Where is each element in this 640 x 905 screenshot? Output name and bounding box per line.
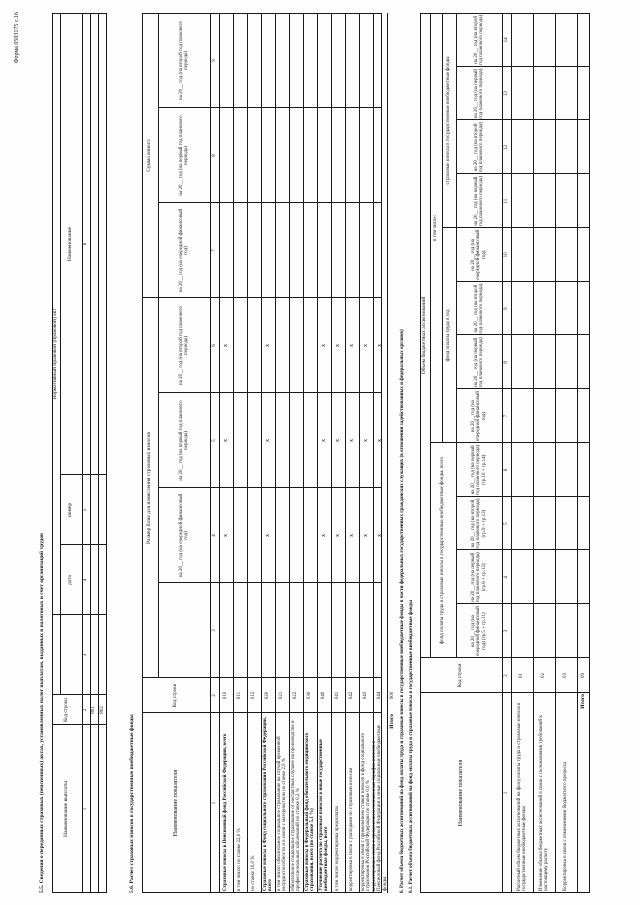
s6-col-num: 3	[503, 629, 509, 633]
s6-period-header: на 20__ год (на очередной финансовый год) (гр.5 + гр.11)	[471, 606, 487, 657]
s56-row-code: 020	[265, 691, 271, 700]
s56-cell-mark: x	[334, 344, 341, 347]
s56-row-code: 042	[349, 691, 355, 700]
s56-row-name: в том числе: по ставке 22,0 %	[237, 828, 243, 891]
s56-col-num: 7	[211, 249, 217, 252]
s56-cell-mark: x	[320, 344, 327, 347]
s6-period-header: на 20__ год (на первый год планового периода) (гр.6 + гр.12)	[471, 552, 487, 603]
s56-total-label: Итого	[388, 714, 395, 729]
s56-col-line-code: Код строки	[173, 683, 179, 708]
s56-row-code: 011	[237, 691, 243, 700]
s56-row-code: 040	[321, 691, 327, 700]
s56-period-header: на 20__ год (на второй год планового периода)	[178, 306, 189, 385]
s56-cell-mark: x	[376, 534, 383, 537]
s6-period-header: на 20__ год (на второй год планового периода) (гр.9 + гр.13)	[471, 498, 487, 549]
s56-cell-mark: x	[334, 439, 341, 442]
s56-row-name: в том числе: корректировка предоплаты	[335, 806, 341, 891]
s6-period-header: на 20__ год (на второй год планового периода)	[473, 283, 484, 334]
s56-col-num: 1	[211, 801, 217, 805]
s56-cell-mark: x	[222, 344, 229, 347]
section-5-6-title: 5.6. Расчет страховых взносов в государственные внебюджетные фонды	[129, 714, 135, 893]
s56-cell-mark: x	[362, 344, 369, 347]
s56-cell-mark: x	[376, 344, 383, 347]
s56-cell-mark: x	[222, 439, 229, 442]
s56-row-name: Страховые взносы в Фонд социального страхования Российской Федерации, всего	[262, 716, 273, 891]
s56-row-name: корректировка в связи с применением ставки взносов в фонд социального страхования Российской Федерации по ставке 0,0 %	[360, 732, 371, 891]
s56-total-code: 900	[389, 691, 395, 700]
s6-row-code: 02	[541, 673, 547, 678]
s6-period-header: на 20__ год (на первый год планового периода)	[473, 176, 484, 227]
s6-col-num: 11	[503, 198, 509, 204]
s56-col-num: 4	[211, 534, 217, 537]
s56-period-header: на 20__ год (на первый год планового периода)	[178, 400, 189, 481]
s56-row-name: Уточнение расчета по страховым взносам в иные государственные внебюджетные фонды, всего	[318, 739, 329, 891]
s56-period-header: на 20__ год (на очередной финансовый год)	[178, 208, 189, 293]
s56-row-name: Страховые взносы в Пенсионный фонд Российской Федерации, всего	[223, 733, 229, 891]
s56-cell-mark: x	[320, 534, 327, 537]
s56-row-name: Страховые взносы в Федеральный фонд обязательного медицинского страхования, всего (по ставке 5,1 %)	[304, 732, 315, 891]
s56-cell-mark: x	[264, 439, 271, 442]
s56-col-num: 2	[211, 694, 217, 697]
section-6-title: 6. Расчет объема бюджетных ассигнований на фонд оплаты труда и страховые взносы в государственные внебюджетные фонды в части федеральных государственных гражданских служащих (в отношении задействованных и федеральных органов)	[400, 329, 405, 893]
s6-total-code: 09	[580, 673, 586, 678]
rotated-form: Форма 0503175 с.16 5.5. Сведения о переданных страховых (пенсионных) актах, установленных налог выплатам, выданных в налоговых и счет организаций трудов Наименование выплаты Код строки Нормативный правовой (правовой) акт дата номер Наименование 1 2 3 4 5 6 801 802 5.6. Расчет страховых взносов в государственные внебюджетные фонды 6. Расчет объема бюджетных ассигнований на фонд оплаты труда и страховые взносы в государственные внебюджетные фонды в части федеральных государственных гражданских служащих (в отношении задействованных и федеральных органов) 6.1. Расчет объема бюджетных ассигнований на фонд оплаты труда и страховые взносы в государственные внебюджетные фонды Наименование показателя Код строки Размер базы для начисления страховых взносов Сумма взноса на 20__ год (на очередной финансовый год) на 20__ год (на первый год планового периода) на 20__ год (на второй год планового периода) на 20__ год (на очередной финансовый год) на 20__ год (на первый год планового периода) на 20__ год (на второй год планового периода) 1 2 3 4 5 6 7 8 9 Страховые взносы в Пенсионный фонд Российской Федерации, всего 010 x x x в том числе: по ставке 22,0 % 011 по ставке 10,0 % 012 Страховые взносы в Фонд социального страхования Российской Федерации, всего 020 x x x в том числе: обязательное социальное страхование на случай временной нетрудоспособности и в связи с материнством по ставке 2,9 % 021 обязательное социальное страхование от несчастных случаев на производстве и профессиональных заболеваний по ставке 0,2 % 022 Страховые взносы в Федеральный фонд обязательного медицинского страхования, всего (по ставке 5,1 %) 030 Уточнение расчета по страховым взносам в иные государственные внебюджетные фонды, всего 040 x x x в том числе: корректировка предоплаты 041 x x x корректировка в связи с расходами по страховым взносам 042 x x x корректировка в связи с применением ставки взносов в фонд социального страхования Российской Федерации по ставке 0,0 % 043 x x x корректировка в связи с применением пониженных тарифов взносов в Пенсионный фонд Российской Федерации и иные социальные внебюджетные фонды 044 x x x Итого 900 Наименование показателя Код строки Объем бюджетных ассигнований фонд оплаты труда и страховые взносы в государственные внебюджетные фонды, всего в том числе: фонд оплаты труда в год страховые взносы в государственные внебюджетные фонды на 20__ год (на очередной финансовый год) (гр.5 + гр.11) на 20__ год (на первый год планового периода) (гр.6 + гр.12) на 20__ год (на второй год планового периода) (гр.9 + гр.13) на 20__ год (на первый год планового периода) (гр.10 + гр.14) на 20__ год (на очередной финансовый год) на 20__ год (на первый год планового периода) на 20__ год (на второй год планового периода) на 20__ год (на очередной финансовый год) на 20__ год (на первый год планового периода) на 20__ год (на второй год планового периода) на 20__ год (на первый год планового периода) на 20__ год (на второй год планового периода) 1 2 3 4 5 6 7 8 9 10 11 12 13 14 Расчетный объем бюджетных ассигнований на фонд оплаты труда и страховые взносы в государственные внебюджетные фонды 01 Изменение объема бюджетных ассигнований в связи с положениями требований к настоящему расчету 02 Корректировка в связи с изменениями бюджетного процесса 03 Итого 09	[0, 0, 640, 905]
s56-cell-mark: x	[348, 534, 355, 537]
s6-period-header: на 20__ год (на очередной финансовый год)	[471, 391, 487, 442]
s6-col-num: 13	[503, 91, 509, 97]
s56-row-code: 044	[377, 691, 383, 700]
s6-col-num: 1	[503, 791, 509, 795]
form-code: Форма 0503175 с.16	[14, 12, 20, 64]
section-6-1-title: 6.1. Расчет объема бюджетных ассигнований на фонд оплаты труда и страховые взносы в государственные внебюджетные фонды	[409, 599, 414, 893]
s6-col-num: 6	[503, 468, 509, 472]
s56-cell-mark: x	[362, 534, 369, 537]
s6-period-header: на 20__ год (на первый год планового периода)	[473, 337, 484, 388]
s6-group-ins: страховые взносы в государственные внебюджетные фонды	[446, 56, 452, 185]
s56-row-name: корректировка в связи с применением пониженных тарифов взносов в Пенсионный фонд Российской Федерации и иные социальные внебюджетные фонды	[372, 724, 388, 891]
s56-row-name: по ставке 10,0 %	[251, 855, 257, 891]
s56-period-header: на 20__ год (на второй год планового периода)	[178, 21, 189, 100]
s6-col-num: 9	[503, 307, 509, 310]
s56-group-sum: Сумма взноса	[146, 139, 153, 172]
s56-cell-mark: x	[348, 439, 355, 442]
s56-cell-mark: x	[362, 439, 369, 442]
s6-period-header: на 20__ год (на второй год планового периода)	[473, 122, 484, 173]
s56-cell-mark: x	[264, 534, 271, 537]
s56-row-code: 021	[279, 691, 285, 700]
s6-row-name: Расчетный объем бюджетных ассигнований на фонд оплаты труда и страховые взносы в государственные внебюджетные фонды	[516, 702, 527, 891]
s6-row-name: Корректировка в связи с изменениями бюджетного процесса	[563, 761, 569, 891]
s56-row-code: 010	[223, 691, 229, 700]
s56-row-code: 022	[293, 691, 299, 700]
s55-row-code: 801	[91, 706, 97, 714]
s56-cell-mark: x	[348, 344, 355, 347]
s6-col-num: 2	[503, 674, 509, 677]
s56-row-name: обязательное социальное страхование от несчастных случаев на производстве и профессиональных заболеваний по ставке 0,2 %	[290, 720, 301, 891]
s56-row-code: 043	[363, 691, 369, 700]
s56-col-num: 9	[211, 59, 217, 62]
s56-group-base: Размер базы для начисления страховых взносов	[146, 431, 153, 545]
s56-cell-mark: x	[376, 439, 383, 442]
s56-col-num: 3	[211, 629, 217, 632]
s6-col-num: 10	[503, 252, 509, 258]
s56-row-name: в том числе: обязательное социальное страхование на случай временной нетрудоспособности и в связи с материнством по ставке 2,9 %	[276, 736, 287, 891]
s6-group-total: Объем бюджетных ассигнований	[421, 296, 428, 375]
s6-col-num: 12	[503, 144, 509, 150]
s6-col-indicator: Наименование показателя	[457, 759, 464, 827]
s55-col-line-code: Код строки	[64, 698, 70, 722]
s6-row-code: 01	[519, 673, 525, 678]
s6-group-fot-ins: фонд оплаты труда и страховые взносы в государственные внебюджетные фонды, всего	[440, 456, 446, 645]
s6-group-incl: в том числе:	[433, 214, 439, 242]
s56-row-code: 041	[335, 691, 341, 700]
s55-col-date: дата	[67, 575, 74, 586]
s56-period-header: на 20__ год (на первый год планового периода)	[178, 115, 189, 196]
s6-col-num: 4	[503, 576, 509, 579]
s55-col-title: Наименование	[67, 226, 74, 262]
s6-period-header: на 20__ год (на очередной финансовый год)	[471, 229, 487, 280]
s6-row-name: Изменение объема бюджетных ассигнований в связи с положениями требований к настоящему расчету	[538, 715, 549, 891]
s6-total-label: Итого	[579, 694, 586, 709]
s56-col-num: 5	[211, 439, 217, 442]
s55-row-code: 802	[99, 706, 105, 714]
s6-period-header: на 20__ год (на второй год планового периода)	[473, 14, 484, 65]
s56-cell-mark: x	[222, 534, 229, 537]
s55-col-number: номер	[67, 502, 74, 518]
s56-row-name: корректировка в связи с расходами по страховым взносам	[349, 767, 355, 891]
s56-period-header: на 20__ год (на очередной финансовый год)	[178, 493, 189, 578]
s56-col-num: 8	[211, 154, 217, 157]
s6-col-num: 5	[503, 522, 509, 525]
s6-col-num: 14	[503, 37, 509, 43]
s6-period-header: на 20__ год (на первый год планового периода)	[473, 68, 484, 119]
s56-cell-mark: x	[264, 344, 271, 347]
s6-period-header: на 20__ год (на первый год планового периода) (гр.10 + гр.14)	[471, 444, 487, 495]
s56-col-num: 6	[211, 344, 217, 347]
s56-row-code: 012	[251, 691, 257, 700]
s56-col-indicator: Наименование показателя	[172, 769, 179, 837]
s55-col-group: Нормативный правовой (правовой) акт	[52, 308, 59, 400]
s56-row-code: 030	[307, 691, 313, 700]
s56-cell-mark: x	[320, 439, 327, 442]
s6-group-fot: фонд оплаты труда в год	[446, 309, 452, 362]
section-5-5-title: 5.5. Сведения о переданных страховых (пенсионных) актах, установленных налог выплатам, выданных в налоговых и счет организаций трудов	[39, 532, 45, 893]
s6-col-line-code: Код строки	[458, 663, 464, 688]
s6-col-num: 8	[503, 361, 509, 364]
s6-row-code: 03	[563, 673, 569, 678]
s6-col-num: 7	[503, 414, 509, 418]
s56-cell-mark: x	[334, 534, 341, 537]
s55-col-name: Наименование выплаты	[63, 780, 70, 838]
